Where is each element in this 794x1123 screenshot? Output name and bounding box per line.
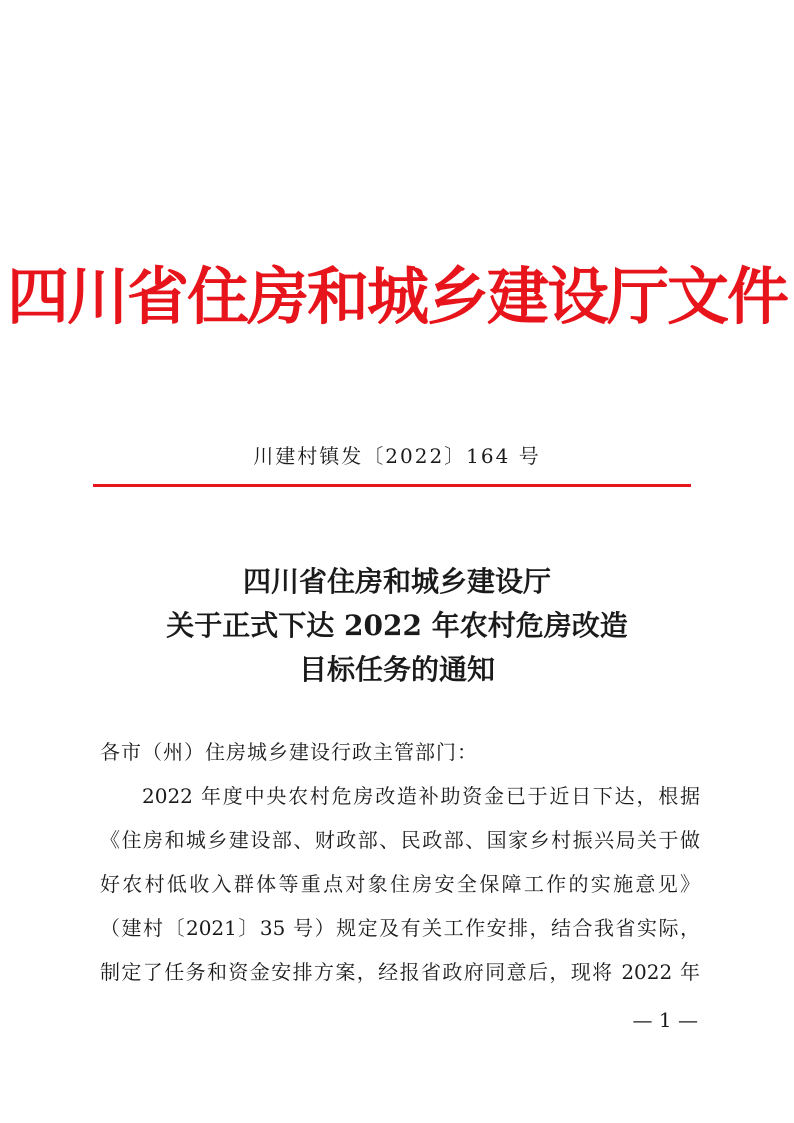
notice-title-line: 四川省住房和城乡建设厅 — [242, 565, 551, 598]
page-number: — 1 — — [632, 1008, 698, 1032]
issuing-authority-header: 四川省住房和城乡建设厅文件 — [6, 260, 787, 333]
body-line: 制定了任务和资金安排方案，经报省政府同意后，现将 2022 年 — [100, 960, 700, 984]
notice-title-line: 目标任务的通知 — [298, 653, 495, 686]
body-text — [100, 730, 700, 994]
notice-title — [0, 560, 794, 692]
salutation: 各市（州）住房城乡建设行政主管部门： — [100, 740, 478, 764]
body-line: 《住房和城乡建设部、财政部、民政部、国家乡村振兴局关于做 — [100, 828, 700, 852]
body-line: （建村〔2021〕35 号）规定及有关工作安排，结合我省实际， — [100, 916, 700, 940]
body-line: 2022 年度中央农村危房改造补助资金已于近日下达，根据 — [142, 784, 700, 808]
notice-title-line: 关于正式下达 2022 年农村危房改造 — [166, 609, 628, 642]
red-separator-line — [93, 484, 691, 487]
document-number: 川建村镇发〔2022〕164 号 — [253, 444, 541, 468]
body-line: 好农村低收入群体等重点对象住房安全保障工作的实施意见》 — [100, 872, 700, 896]
